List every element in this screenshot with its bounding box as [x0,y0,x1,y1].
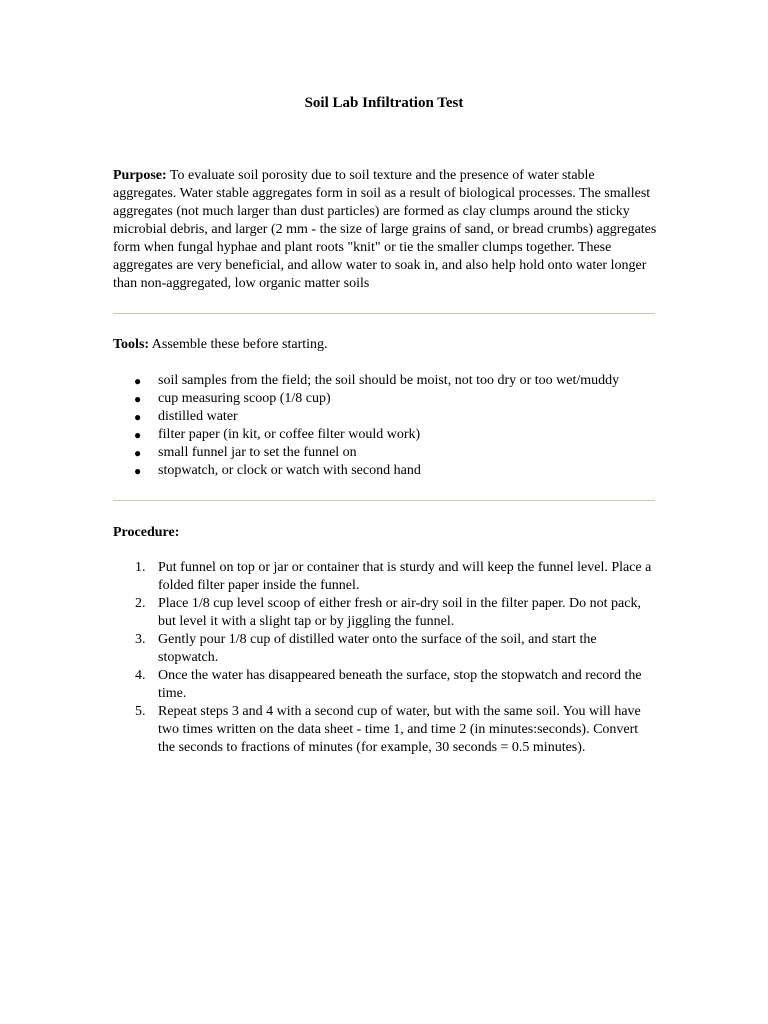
list-item [113,390,673,408]
tools-label: Tools: [113,337,150,352]
step-number: 4. [135,668,146,683]
bullet-icon: ● [134,446,142,460]
step-text: Once the water has disappeared beneath the surface, stop the stopwatch and record the time. [158,668,642,701]
list-item [113,426,673,444]
step-number: 2. [135,596,146,611]
list-item [113,559,658,595]
section-divider [113,313,655,314]
list-item [113,444,673,462]
step-number: 1. [135,560,146,575]
step-text: Gently pour 1/8 cup of distilled water onto the surface of the soil, and start the stopwatch. [158,632,597,665]
list-item [113,372,673,390]
list-item [113,667,658,703]
step-text: Put funnel on top or jar or container that is sturdy and will keep the funnel level. Place a folded filter paper inside the funnel. [158,560,652,593]
bullet-icon: ● [134,428,142,442]
tool-item-text: distilled water [158,409,238,424]
list-item [113,462,673,480]
list-item [113,631,658,667]
purpose-label: Purpose: [113,168,167,183]
tool-item-text: small funnel jar to set the funnel on [158,445,357,460]
step-number: 5. [135,704,146,719]
list-item [113,595,658,631]
tool-item-text: filter paper (in kit, or coffee filter would work) [158,427,421,442]
bullet-icon: ● [134,392,142,406]
list-item [113,703,658,757]
bullet-icon: ● [134,374,142,388]
tools-list [113,372,673,480]
purpose-text: To evaluate soil porosity due to soil texture and the presence of water stable aggregates. Water stable aggregates form in soil as a result of biological processes. The smallest aggregates (not much larger than dust particles) are formed as clay clumps around the sticky microbial debris, and larger (2 mm - the size of large grains of sand, or bread crumbs) aggregates form when fungal hyphae and plant roots "knit" or tie the smaller clumps together. These aggregates are very beneficial, and allow water to soak in, and also help hold onto water longer than non-aggregated, low organic matter soils [113,168,657,291]
procedure-heading [113,524,179,542]
tool-item-text: soil samples from the field; the soil should be moist, not too dry or too wet/muddy [158,373,620,388]
step-text: Repeat steps 3 and 4 with a second cup of water, but with the same soil. You will have two times written on the data sheet - time 1, and time 2 (in minutes:seconds). Convert the seconds to fractions of minutes (for example, 30 seconds = 0.5 minutes). [158,704,641,755]
procedure-label: Procedure: [113,525,180,540]
procedure-list [113,559,658,757]
purpose-paragraph [113,167,658,293]
step-number: 3. [135,632,146,647]
bullet-icon: ● [134,464,142,478]
tools-paragraph [113,336,658,354]
tool-item-text: stopwatch, or clock or watch with second hand [158,463,421,478]
bullet-icon: ● [134,410,142,424]
tool-item-text: cup measuring scoop (1/8 cup) [158,391,331,406]
step-text: Place 1/8 cup level scoop of either fresh or air-dry soil in the filter paper. Do not pack, but level it with a slight tap or by jiggling the funnel. [158,596,641,629]
tools-intro-text: Assemble these before starting. [151,337,328,352]
list-item [113,408,673,426]
page-title: Soil Lab Infiltration Test [304,95,464,111]
section-divider [113,500,655,501]
